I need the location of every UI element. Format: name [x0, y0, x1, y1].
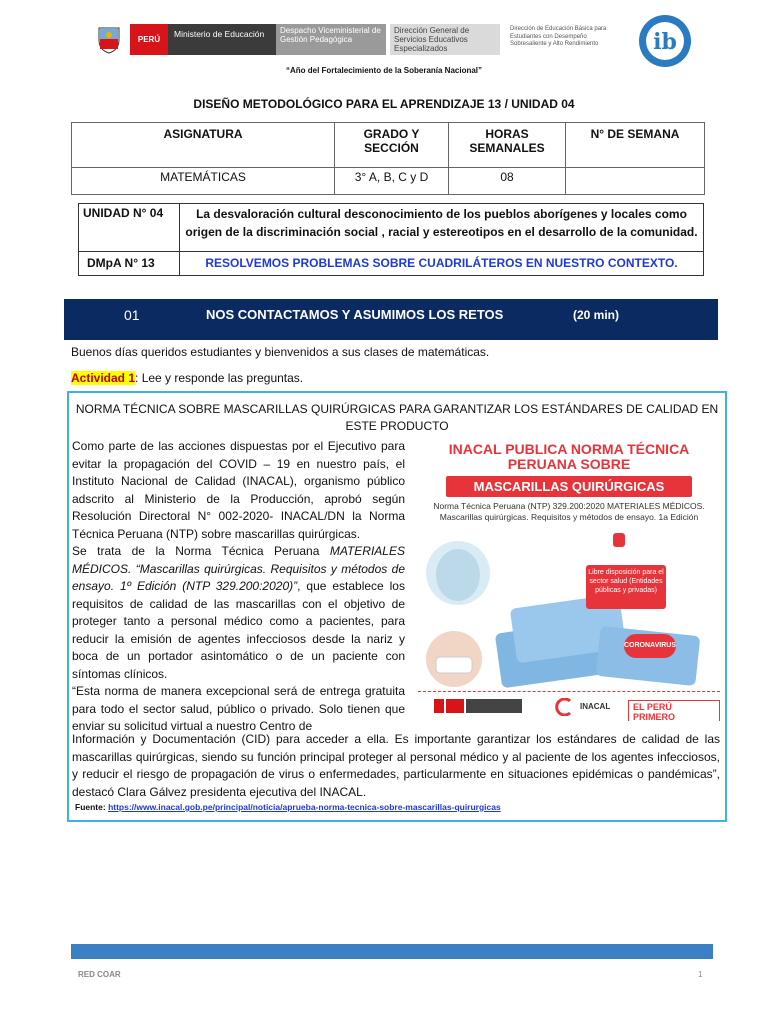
- dmpa-text: RESOLVEMOS PROBLEMAS SOBRE CUADRILÁTEROS EN NUESTRO CONTEXTO.: [180, 251, 703, 275]
- promo-pill: MASCARILLAS QUIRÚRGICAS: [446, 476, 692, 497]
- ministerio-label: Ministerio de Educación: [168, 24, 276, 55]
- greeting-text: Buenos días queridos estudiantes y bienvenidos a sus clases de matemáticas.: [71, 345, 490, 359]
- promo-subtitle: Norma Técnica Peruana (NTP) 329.200:2020 MATERIALES MÉDICOS. Mascarillas quirúrgicas. Requisitos y métodos de ensayo. 1a Edición: [433, 501, 705, 522]
- minedu-logo-bar: [130, 24, 500, 55]
- cell-grado: 3° A, B, C y D: [335, 168, 449, 195]
- inacal-logo-icon: [552, 698, 574, 716]
- article-paragraph-2-italic: MATERIALES MÉDICOS. “Mascarillas quirúrgicas. Requisitos y métodos de ensayo. 1º Edición (NTP 329.200:2020)”: [72, 544, 405, 593]
- ib-text: ib: [653, 29, 677, 55]
- unidad-box: [78, 203, 704, 276]
- article-column-text: [72, 438, 405, 736]
- cell-horas: 08: [449, 168, 566, 195]
- cell-semana: [566, 168, 705, 195]
- cell-asignatura: MATEMÁTICAS: [72, 168, 335, 195]
- masks-illustration-icon: [418, 531, 720, 691]
- page-number: 1: [698, 970, 703, 979]
- article-box: [67, 391, 727, 822]
- header-asignatura: ASIGNATURA: [72, 123, 335, 168]
- promo-inacal-label: INACAL: [580, 702, 611, 711]
- footer-label: RED COAR: [78, 970, 121, 979]
- header-horas: HORAS SEMANALES: [449, 123, 566, 168]
- peru-label: PERÚ: [130, 24, 168, 55]
- article-paragraph-1: Como parte de las acciones dispuestas por el Ejecutivo para evitar la propagación del COVID – 19 en nuestro país, el Instituto Nacional de Calidad (INACAL), organismo público adscrito al Ministerio de la Producción, aprobó según Resolución Directoral N° 002-2020- INACAL/DN la Norma Técnica Peruana (NTP) sobre mascarillas quirúrgicas.: [72, 439, 405, 541]
- source-link[interactable]: https://www.inacal.gob.pe/principal/noticia/aprueba-norma-tecnica-sobre-mascarillas-quirurgicas: [108, 802, 501, 812]
- section-banner: [64, 299, 718, 340]
- article-title: NORMA TÉCNICA SOBRE MASCARILLAS QUIRÚRGICAS PARA GARANTIZAR LOS ESTÁNDARES DE CALIDAD EN ESTE PRODUCTO: [75, 402, 719, 433]
- source-label: Fuente:: [75, 802, 109, 812]
- dmpa-label: DMpA N° 13: [79, 251, 180, 275]
- despacho-label: Despacho Viceministerial de Gestión Pedagógica: [276, 24, 386, 55]
- footer-bar: [71, 944, 713, 959]
- promo-footer: [418, 691, 720, 721]
- direccion-label: Dirección General de Servicios Educativos Especializados: [390, 24, 500, 55]
- course-table-row: [72, 168, 705, 195]
- article-paragraph-2-start: Se trata de la Norma Técnica Peruana: [72, 544, 330, 558]
- course-table: [71, 122, 705, 195]
- section-number: 01: [124, 307, 140, 323]
- peru-coat-of-arms-icon: [96, 24, 122, 54]
- document-title: DISEÑO METODOLÓGICO PARA EL APRENDIZAJE 13 / UNIDAD 04: [193, 97, 575, 111]
- year-motto: “Año del Fortalecimiento de la Soberanía Nacional”: [285, 66, 483, 75]
- ib-logo-icon: [638, 14, 692, 68]
- course-table-header-row: [72, 123, 705, 168]
- article-paragraph-2-end: , que establece los requisitos de calidad de las mascarillas con el objetivo de proteger tanto a personal médico como a pacientes, para reducir la emisión de agentes infecciosos desde la nariz y boca de un portador asintomático o de un paciente con síntomas clínicos.: [72, 579, 405, 681]
- article-paragraph-3b: Información y Documentación (CID) para acceder a ella. Es importante garantizar los estándares de calidad de las mascarillas quirúrgicas, siendo su función principal proteger al personal médico y al paciente de los agentes infecciosos, y reducir el riesgo de propagación de virus o enfermedades, particularmente en situaciones epidémicas o pandémicas”, destacó Clara Gálvez presidenta ejecutiva del INACAL.: [72, 732, 720, 799]
- produce-logo-icon: [434, 698, 524, 714]
- unidad-text: La desvaloración cultural desconocimiento de los pueblos aborígenes y locales como origen de la discriminación social , racial y estereotipos en el desarrollo de la comunidad.: [185, 207, 698, 239]
- unidad-label: UNIDAD N° 04: [79, 204, 180, 251]
- header-semana: N° DE SEMANA: [566, 123, 705, 168]
- activity-line: [71, 371, 303, 385]
- activity-label: Actividad 1: [71, 371, 136, 385]
- document-header: [96, 14, 768, 64]
- article-source: [75, 802, 501, 812]
- section-time: (20 min): [573, 308, 620, 322]
- section-title: NOS CONTACTAMOS Y ASUMIMOS LOS RETOS: [206, 307, 504, 322]
- promo-coronavirus-badge: CORONAVIRUS: [624, 634, 676, 658]
- direccion-debedsar-label: Dirección de Educación Básica para Estudiantes con Desempeño Sobresaliente y Alto Rendimiento: [510, 26, 607, 47]
- inacal-promo-image: [418, 438, 720, 721]
- article-paragraph-3a: “Esta norma de manera excepcional será de entrega gratuita para todo el sector salud, público o privado. Solo tienen que enviar su solicitud virtual a nuestro Centro de: [72, 684, 405, 733]
- promo-headline: INACAL PUBLICA NORMA TÉCNICA PERUANA SOBRE: [448, 441, 690, 472]
- activity-text: : Lee y responde las preguntas.: [135, 371, 304, 385]
- header-grado: GRADO Y SECCIÓN: [335, 123, 449, 168]
- promo-tag: Libre disposición para el sector salud (Entidades públicas y privadas): [586, 565, 666, 609]
- promo-peru-primero: EL PERÚ PRIMERO: [628, 700, 720, 721]
